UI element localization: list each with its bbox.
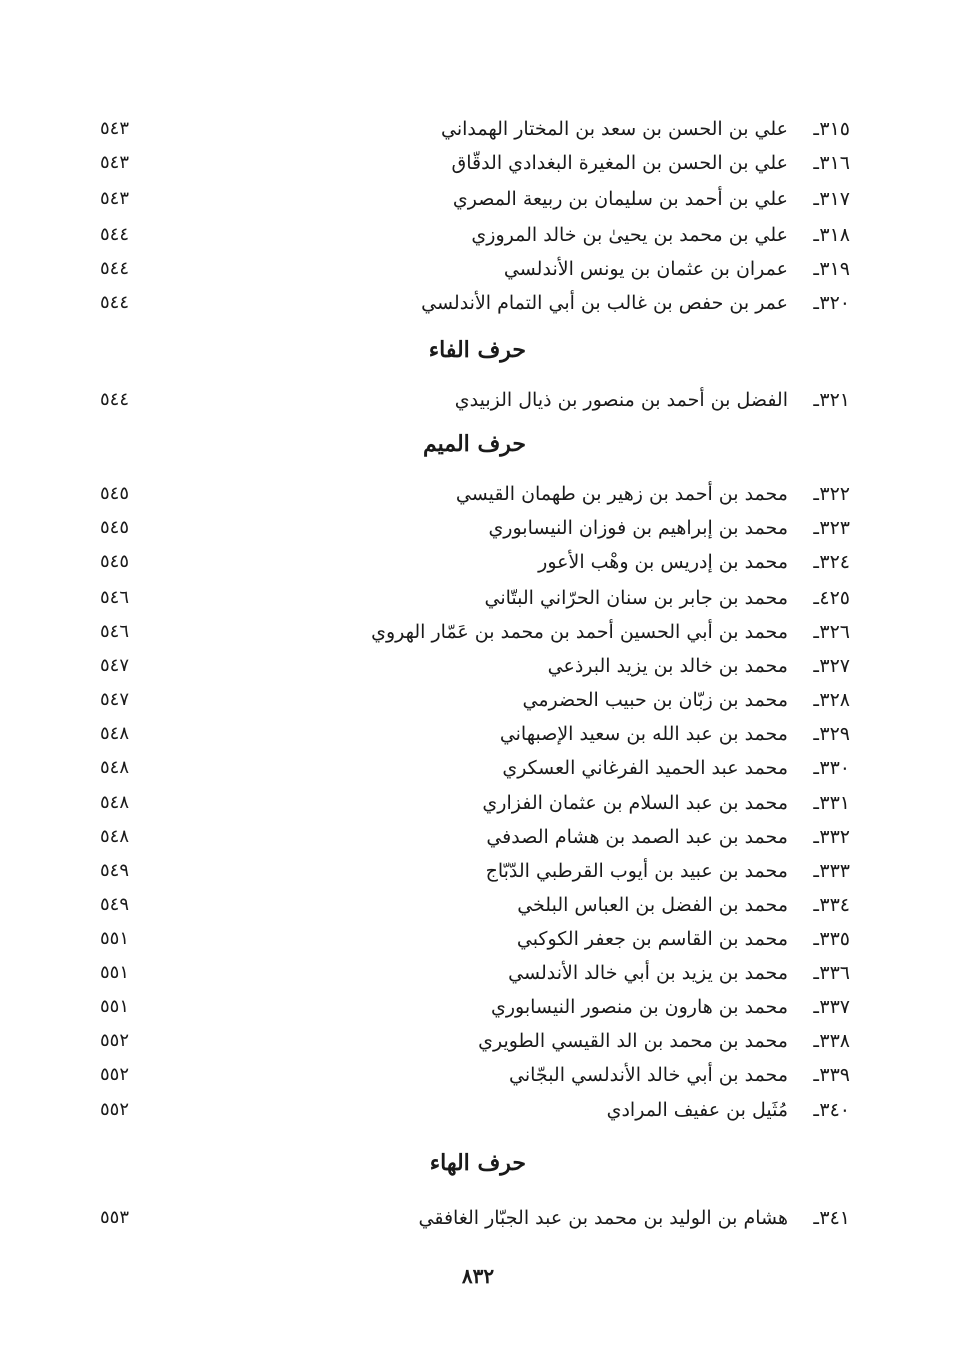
index-entry (0, 990, 956, 1024)
entry-number: ٣١٦ (819, 152, 850, 174)
entry-dash: ـ (813, 792, 819, 814)
entry-dash: ـ (813, 483, 819, 505)
index-entry (0, 888, 956, 922)
entry-page: ٥٤٤ (100, 389, 130, 410)
entry-page: ٥٤٦ (100, 621, 130, 642)
entry-page: ٥٥١ (100, 928, 130, 949)
entry-name: هشام بن الوليد بن محمد بن عبد الجبّار الغافقي (418, 1207, 788, 1229)
entry-page: ٥٤٨ (100, 826, 130, 847)
entry-name: علي بن الحسن بن المغيرة البغدادي الدقّاق (451, 152, 788, 174)
entry-page: ٥٤٨ (100, 757, 130, 778)
entry-number: ٣٣٢ (819, 826, 850, 848)
page-number: ٨٣٢ (461, 1264, 495, 1288)
entry-number: ٣١٧ (819, 188, 850, 210)
entry-dash: ـ (813, 860, 819, 882)
entry-dash: ـ (813, 757, 819, 779)
entry-number: ٣٢٣ (819, 517, 850, 539)
entry-name: محمد بن محمد بن الد القيسي الطويري (478, 1030, 788, 1052)
entry-dash: ـ (813, 962, 819, 984)
entry-number: ٣٤١ (819, 1207, 850, 1229)
entry-name: محمد بن عبيد بن أيوب القرطبي الدّبّاج (485, 860, 788, 882)
entry-page: ٥٤٨ (100, 792, 130, 813)
entry-number: ٣٣٥ (819, 928, 850, 950)
entry-dash: ـ (813, 551, 819, 573)
entry-name: محمد بن أبي الحسين أحمد بن محمد بن عَمّار الهروي (371, 621, 788, 643)
entry-page: ٥٤٣ (100, 152, 130, 173)
entry-number: ٣٣٤ (819, 894, 850, 916)
index-entry (0, 218, 956, 252)
entry-dash: ـ (813, 188, 819, 210)
entry-dash: ـ (813, 258, 819, 280)
entry-number: ٣٣٠ (819, 757, 850, 779)
entry-page: ٥٥٣ (100, 1207, 130, 1228)
entry-name: محمد عبد الحميد الفرغاني العسكري (502, 757, 788, 779)
entry-dash: ـ (813, 928, 819, 950)
entry-dash: ـ (813, 517, 819, 539)
entry-number: ٣١٩ (819, 258, 850, 280)
entry-page: ٥٤٩ (100, 860, 130, 881)
entry-number: ٣٤٠ (819, 1099, 850, 1121)
entry-dash: ـ (813, 723, 819, 745)
entry-dash: ـ (813, 292, 819, 314)
entry-number: ٣٣٦ (819, 962, 850, 984)
index-entry (0, 615, 956, 649)
entry-number: ٣٢٤ (819, 551, 850, 573)
entry-name: محمد بن إدريس بن وهْب الأعور (538, 551, 788, 573)
entry-number: ٣٢٦ (819, 621, 850, 643)
entry-dash: ـ (813, 224, 819, 246)
index-entry (0, 820, 956, 854)
index-entry (0, 182, 956, 216)
entry-name: علي بن الحسن بن سعد بن المختار الهمداني (440, 118, 788, 140)
entry-number: ٣٣٣ (819, 860, 850, 882)
entry-number: ٣٢٧ (819, 655, 850, 677)
entry-name: محمد بن يزيد بن أبي خالد الأندلسي (508, 962, 788, 984)
entry-dash: ـ (813, 1030, 819, 1052)
entry-number: ٣٢٩ (819, 723, 850, 745)
index-entry (0, 751, 956, 785)
entry-page: ٥٤٥ (100, 483, 130, 504)
entry-page: ٥٤٤ (100, 224, 130, 245)
entry-number: ٣٢٨ (819, 689, 850, 711)
entry-dash: ـ (813, 1099, 819, 1121)
entry-dash: ـ (813, 152, 819, 174)
entry-name: محمد بن أبي خالد الأندلسي البجّاني (509, 1064, 788, 1086)
entry-page: ٥٤٤ (100, 258, 130, 279)
entry-name: محمد بن زبّان بن حبيب الحضرمي (522, 689, 788, 711)
entry-number: ٣٣١ (819, 792, 850, 814)
entry-name: محمد بن عبد الصمد بن هشام الصدفي (486, 826, 788, 848)
index-entry (0, 717, 956, 751)
entry-name: علي بن محمد بن يحيىٰ بن خالد المروزي (471, 224, 788, 246)
entry-name: محمد بن الفضل بن العباس البلخي (517, 894, 788, 916)
entry-dash: ـ (813, 621, 819, 643)
entry-page: ٥٤٥ (100, 551, 130, 572)
entry-page: ٥٥١ (100, 962, 130, 983)
entry-number: ٣١٥ (819, 118, 850, 140)
entry-name: محمد بن القاسم بن جعفر الكوكبي (516, 928, 788, 950)
entry-page: ٥٤٥ (100, 517, 130, 538)
entry-dash: ـ (813, 826, 819, 848)
entry-name: عمر بن حفص بن غالب بن أبي التمام الأندلسي (421, 292, 788, 314)
entry-name: محمد بن إبراهيم بن فوزان النيسابوري (488, 517, 788, 539)
index-entry (0, 146, 956, 180)
section-heading-ha: حرف الهاء (429, 1150, 526, 1176)
entry-name: محمد بن أحمد بن زهير بن طهمان القيسي (455, 483, 788, 505)
entry-name: محمد بن عبد الله بن سعيد الإصبهاني (499, 723, 788, 745)
entry-page: ٥٥٢ (100, 1064, 130, 1085)
entry-number: ٣٢٠ (819, 292, 850, 314)
entry-dash: ـ (813, 894, 819, 916)
entry-name: الفضل بن أحمد بن منصور بن ذيال الزبيدي (454, 389, 788, 411)
entry-number: ٣٣٩ (819, 1064, 850, 1086)
index-entry (0, 922, 956, 956)
index-entry (0, 252, 956, 286)
index-entry (0, 477, 956, 511)
entry-number: ٤٢٥ (819, 587, 850, 609)
entry-dash: ـ (813, 689, 819, 711)
entry-page: ٥٤٨ (100, 723, 130, 744)
index-entry (0, 383, 956, 417)
index-entry (0, 956, 956, 990)
entry-page: ٥٤٩ (100, 894, 130, 915)
entry-page: ٥٤٦ (100, 587, 130, 608)
entry-page: ٥٤٧ (100, 655, 130, 676)
index-entry (0, 581, 956, 615)
index-entry (0, 649, 956, 683)
entry-name: محمد بن عبد السلام بن عثمان الفزاري (482, 792, 788, 814)
entry-dash: ـ (813, 389, 819, 411)
section-heading-fa: حرف الفاء (428, 337, 526, 363)
index-entry (0, 1201, 956, 1235)
entry-dash: ـ (813, 655, 819, 677)
entry-page: ٥٤٣ (100, 118, 130, 139)
entry-dash: ـ (813, 1064, 819, 1086)
index-entry (0, 854, 956, 888)
section-heading-mim: حرف الميم (422, 431, 526, 457)
entry-dash: ـ (813, 1207, 819, 1229)
entry-dash: ـ (813, 118, 819, 140)
entry-number: ٣١٨ (819, 224, 850, 246)
entry-page: ٥٥٢ (100, 1099, 130, 1120)
index-entry (0, 786, 956, 820)
index-entry (0, 545, 956, 579)
entry-dash: ـ (813, 587, 819, 609)
index-entry (0, 683, 956, 717)
index-entry (0, 112, 956, 146)
entry-name: محمد بن جابر بن سنان الحرّاني البتّاني (484, 587, 788, 609)
entry-page: ٥٤٣ (100, 188, 130, 209)
entry-name: محمد بن هارون بن منصور النيسابوري (490, 996, 788, 1018)
entry-number: ٣٣٧ (819, 996, 850, 1018)
index-entry (0, 1093, 956, 1127)
entry-page: ٥٤٤ (100, 292, 130, 313)
entry-name: مُثَيل بن عفيف المرادي (606, 1099, 788, 1121)
entry-page: ٥٥١ (100, 996, 130, 1017)
entry-number: ٣٣٨ (819, 1030, 850, 1052)
entry-dash: ـ (813, 996, 819, 1018)
entry-page: ٥٥٢ (100, 1030, 130, 1051)
entry-number: ٣٢١ (819, 389, 850, 411)
index-entry (0, 511, 956, 545)
entry-number: ٣٢٢ (819, 483, 850, 505)
index-entry (0, 1024, 956, 1058)
index-entry (0, 1058, 956, 1092)
entry-name: عمران بن عثمان بن يونس الأندلسي (503, 258, 788, 280)
entry-name: محمد بن خالد بن يزيد البرذعي (547, 655, 788, 677)
entry-name: علي بن أحمد بن سليمان بن ربيعة المصري (452, 188, 788, 210)
entry-page: ٥٤٧ (100, 689, 130, 710)
index-entry (0, 286, 956, 320)
